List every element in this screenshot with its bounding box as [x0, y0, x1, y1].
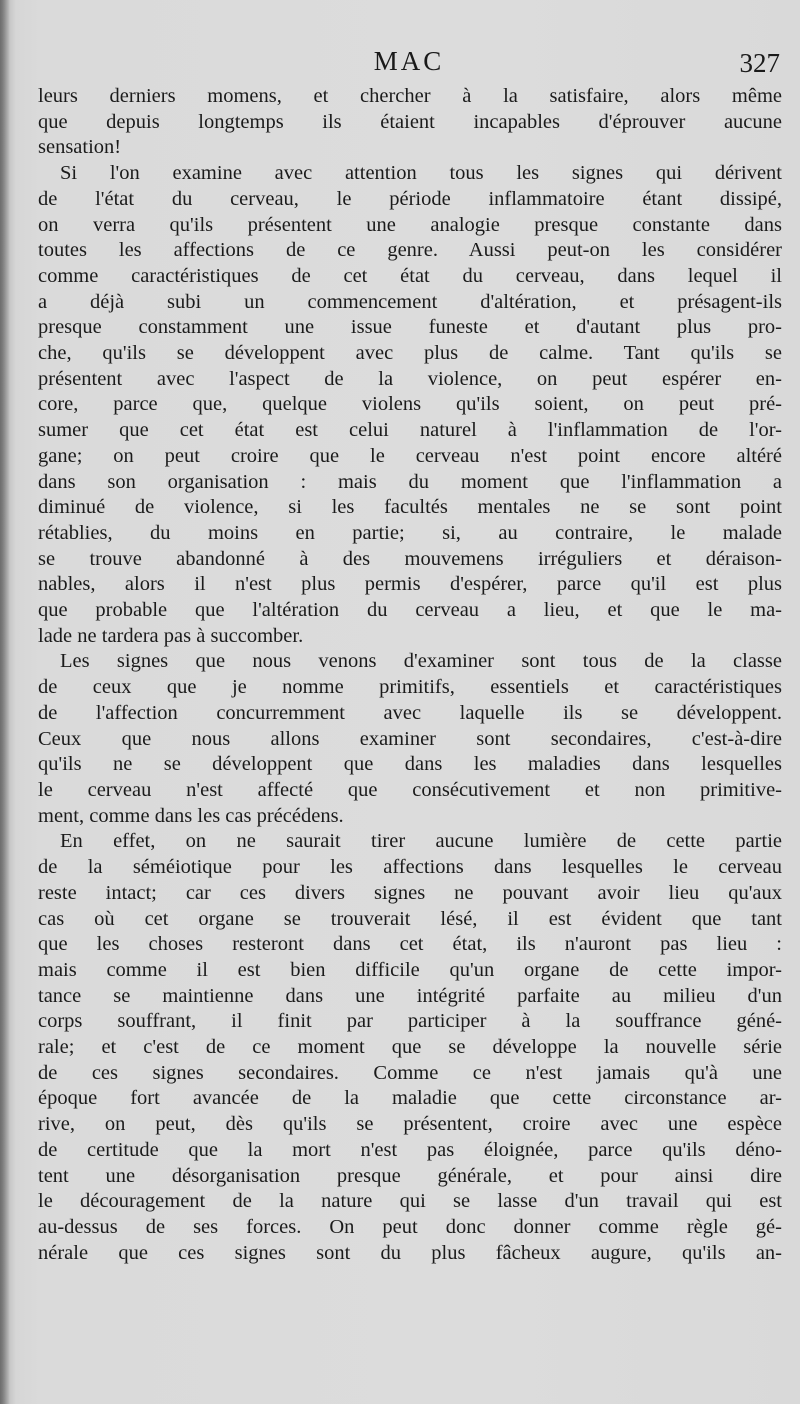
text-line: leurs derniers momens, et chercher à la satisfaire, alors même — [38, 85, 782, 107]
text-line: tent une désorganisation presque générale, et pour ainsi dire — [38, 1164, 782, 1187]
paragraph — [38, 649, 782, 829]
text-line: que probable que l'altération du cerveau a lieu, et que le ma- — [38, 599, 782, 622]
text-line: que les choses resteront dans cet état, ils n'auront pas lieu : — [38, 933, 782, 956]
text-line: on verra qu'ils présentent une analogie presque constante dans — [38, 213, 782, 236]
text-line: presque constamment une issue funeste et d'autant plus pro- — [38, 316, 782, 339]
body-text — [38, 84, 782, 1266]
text-line: de l'état du cerveau, le période inflammatoire étant dissipé, — [38, 187, 782, 210]
text-line: qu'ils ne se développent que dans les maladies dans lesquelles — [38, 753, 782, 776]
text-line: dans son organisation : mais du moment que l'inflammation a — [38, 470, 782, 493]
paragraph — [38, 161, 782, 649]
text-line: diminué de violence, si les facultés mentales ne se sont point — [38, 496, 782, 519]
text-line: Ceux que nous allons examiner sont secondaires, c'est-à-dire — [38, 727, 782, 750]
text-line: Si l'on examine avec attention tous les signes qui dérivent — [60, 162, 782, 185]
page-header — [38, 46, 780, 82]
text-line: le cerveau n'est affecté que consécutivement et non primitive- — [38, 778, 782, 801]
text-line: cas où cet organe se trouverait lésé, il est évident que tant — [38, 907, 782, 930]
text-line: sensation! — [38, 136, 122, 159]
text-line: époque fort avancée de la maladie que cette circonstance ar- — [38, 1087, 782, 1110]
text-line: nérale que ces signes sont du plus fâcheux augure, qu'ils an- — [38, 1241, 782, 1264]
text-line: Les signes que nous venons d'examiner sont tous de la classe — [60, 650, 782, 673]
text-line: de ceux que je nomme primitifs, essentiels et caractéristiques — [38, 676, 782, 699]
running-head: MAC — [373, 46, 445, 76]
text-line: che, qu'ils se développent avec plus de calme. Tant qu'ils se — [38, 342, 782, 365]
text-line: le découragement de la nature qui se lasse d'un travail qui est — [38, 1190, 782, 1213]
text-line: présentent avec l'aspect de la violence, on peut espérer en- — [38, 367, 782, 390]
text-line: core, parce que, quelque violens qu'ils soient, on peut pré- — [38, 393, 782, 416]
text-line: que depuis longtemps ils étaient incapables d'éprouver aucune — [38, 110, 782, 133]
text-line: toutes les affections de ce genre. Aussi peut-on les considérer — [38, 239, 782, 262]
text-line: reste intact; car ces divers signes ne pouvant avoir lieu qu'aux — [38, 881, 782, 904]
text-line: rive, on peut, dès qu'ils se présentent, croire avec une espèce — [38, 1113, 782, 1136]
text-line: se trouve abandonné à des mouvemens irréguliers et déraison- — [38, 547, 782, 570]
text-line: comme caractéristiques de cet état du cerveau, dans lequel il — [38, 264, 782, 287]
text-line: de certitude que la mort n'est pas éloignée, parce qu'ils déno- — [38, 1138, 782, 1161]
paragraph — [38, 84, 782, 161]
text-line: au-dessus de ses forces. On peut donc donner comme règle gé- — [38, 1215, 782, 1238]
text-line: ment, comme dans les cas précédens. — [38, 804, 344, 827]
text-line: rétablies, du moins en partie; si, au contraire, le malade — [38, 521, 782, 544]
text-line: corps souffrant, il finit par participer à la souffrance géné- — [38, 1010, 782, 1033]
text-line: lade ne tardera pas à succomber. — [38, 624, 304, 647]
text-line: En effet, on ne saurait tirer aucune lumière de cette partie — [60, 830, 782, 853]
text-line: de la séméiotique pour les affections dans lesquelles le cerveau — [38, 856, 782, 879]
spine-shadow — [0, 0, 10, 1404]
text-line: gane; on peut croire que le cerveau n'est point encore altéré — [38, 444, 782, 467]
page-number: 327 — [739, 48, 780, 78]
text-line: de l'affection concurremment avec laquelle ils se développent. — [38, 701, 782, 724]
paragraph — [38, 829, 782, 1266]
text-line: sumer que cet état est celui naturel à l'inflammation de l'or- — [38, 419, 782, 442]
text-line: tance se maintienne dans une intégrité parfaite au milieu d'un — [38, 984, 782, 1007]
text-line: a déjà subi un commencement d'altération, et présagent-ils — [38, 290, 782, 313]
text-line: mais comme il est bien difficile qu'un organe de cette impor- — [38, 958, 782, 981]
text-line: rale; et c'est de ce moment que se développe la nouvelle série — [38, 1036, 782, 1059]
text-line: de ces signes secondaires. Comme ce n'est jamais qu'à une — [38, 1061, 782, 1084]
text-line: nables, alors il n'est plus permis d'espérer, parce qu'il est plus — [38, 573, 782, 596]
